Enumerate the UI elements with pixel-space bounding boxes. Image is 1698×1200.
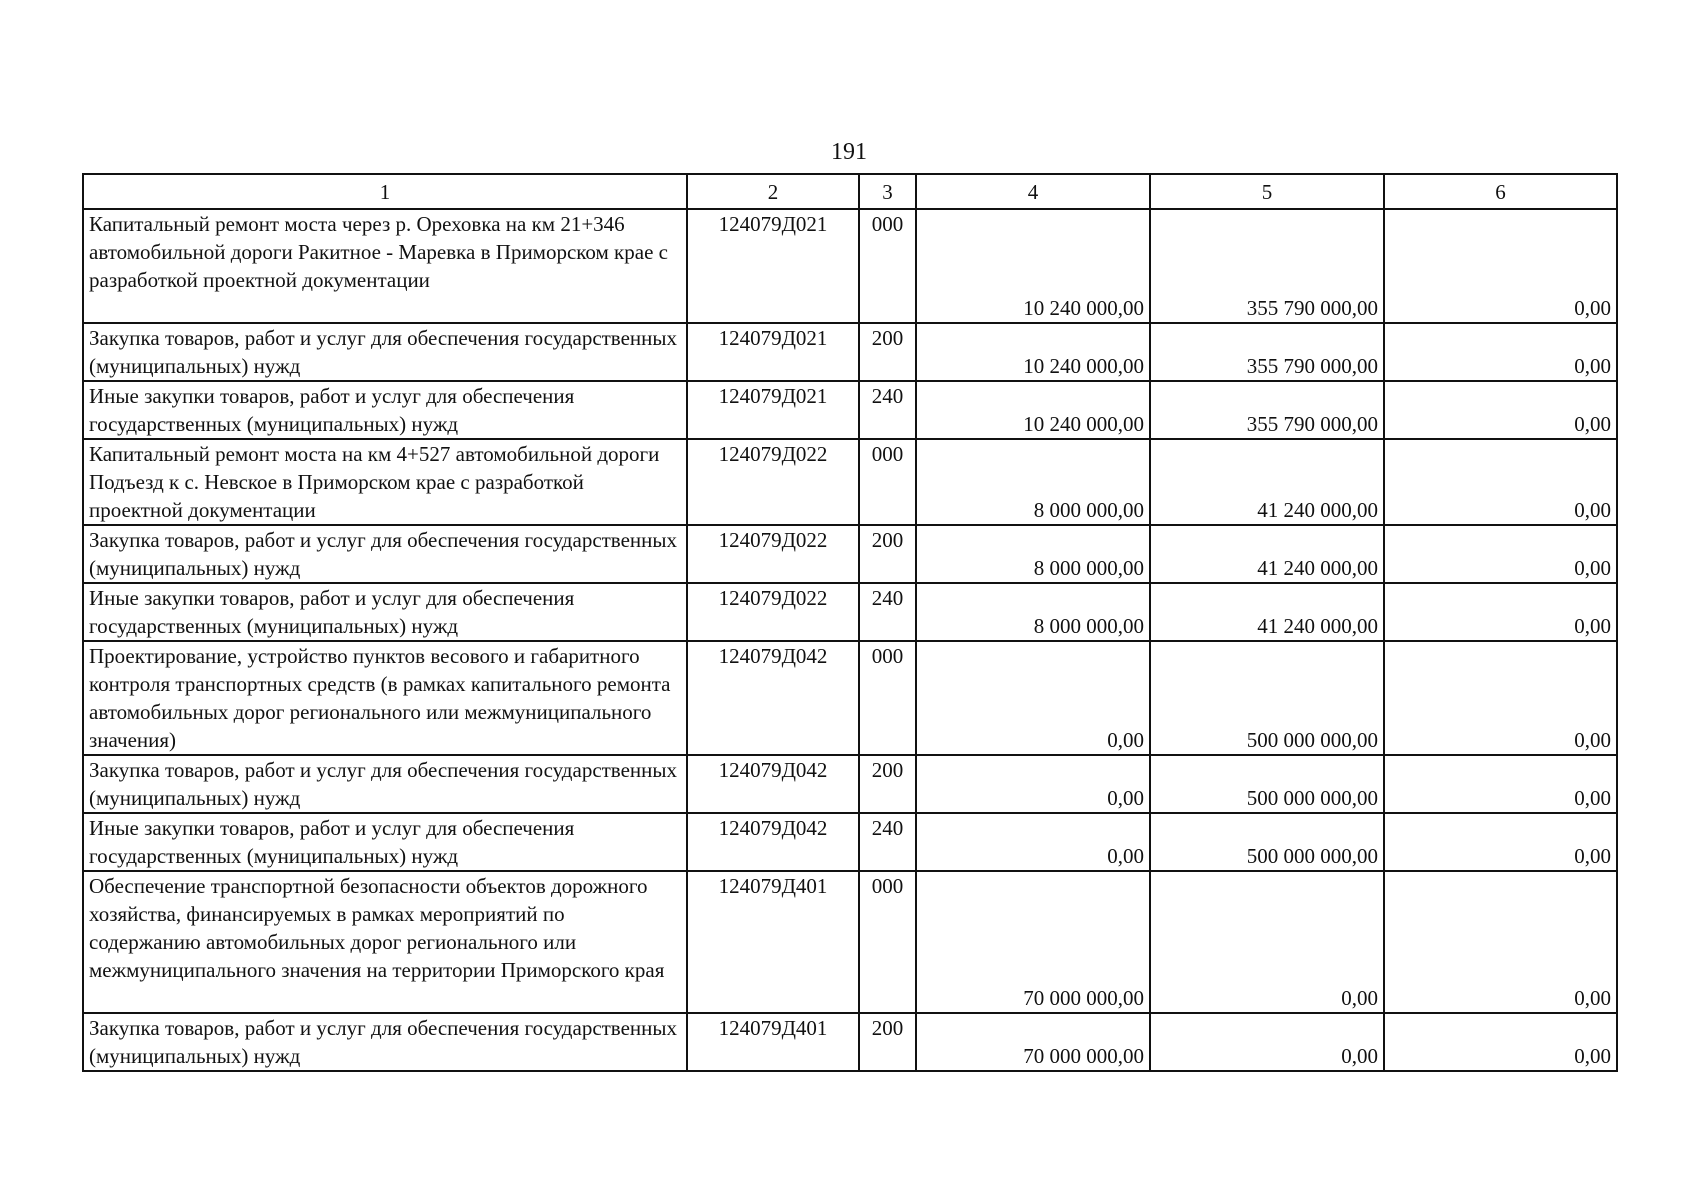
expense-name-cell: Иные закупки товаров, работ и услуг для обеспечения государственных (муниципальных) нужд: [83, 381, 687, 439]
amount-column-4-cell: 10 240 000,00: [916, 323, 1150, 381]
expense-type-code-cell: 000: [859, 641, 916, 755]
table-row: [83, 755, 1617, 813]
amount-column-5-cell: 41 240 000,00: [1150, 525, 1384, 583]
amount-column-6-cell: 0,00: [1384, 1013, 1617, 1071]
amount-column-4-cell: 0,00: [916, 641, 1150, 755]
amount-column-4-cell: 70 000 000,00: [916, 1013, 1150, 1071]
amount-column-4-cell: 10 240 000,00: [916, 381, 1150, 439]
expense-type-code-cell: 000: [859, 209, 916, 323]
expense-name-cell: Закупка товаров, работ и услуг для обеспечения государственных (муниципальных) нужд: [83, 525, 687, 583]
target-article-code-cell: 124079Д022: [687, 525, 859, 583]
amount-column-6-cell: 0,00: [1384, 583, 1617, 641]
amount-column-4-cell: 0,00: [916, 813, 1150, 871]
target-article-code-cell: 124079Д022: [687, 439, 859, 525]
table-row: [83, 583, 1617, 641]
target-article-code-cell: 124079Д401: [687, 871, 859, 1013]
column-number-3: 3: [859, 174, 916, 209]
target-article-code-cell: 124079Д021: [687, 323, 859, 381]
column-number-5: 5: [1150, 174, 1384, 209]
amount-column-6-cell: 0,00: [1384, 323, 1617, 381]
expense-name-cell: Иные закупки товаров, работ и услуг для обеспечения государственных (муниципальных) нужд: [83, 583, 687, 641]
amount-column-6-cell: 0,00: [1384, 813, 1617, 871]
amount-column-5-cell: 355 790 000,00: [1150, 323, 1384, 381]
expense-type-code-cell: 200: [859, 525, 916, 583]
expense-name-cell: Капитальный ремонт моста через р. Ореховка на км 21+346 автомобильной дороги Ракитное - Маревка в Приморском крае с разработкой проектной документации: [83, 209, 687, 323]
column-number-4: 4: [916, 174, 1150, 209]
amount-column-5-cell: 355 790 000,00: [1150, 381, 1384, 439]
expense-type-code-cell: 200: [859, 323, 916, 381]
target-article-code-cell: 124079Д401: [687, 1013, 859, 1071]
table-row: [83, 323, 1617, 381]
amount-column-4-cell: 8 000 000,00: [916, 439, 1150, 525]
column-number-1: 1: [83, 174, 687, 209]
table-row: [83, 209, 1617, 323]
expense-name-cell: Иные закупки товаров, работ и услуг для обеспечения государственных (муниципальных) нужд: [83, 813, 687, 871]
table-row: [83, 439, 1617, 525]
amount-column-5-cell: 355 790 000,00: [1150, 209, 1384, 323]
expense-type-code-cell: 240: [859, 381, 916, 439]
expense-name-cell: Закупка товаров, работ и услуг для обеспечения государственных (муниципальных) нужд: [83, 323, 687, 381]
expense-name-cell: Закупка товаров, работ и услуг для обеспечения государственных (муниципальных) нужд: [83, 755, 687, 813]
amount-column-6-cell: 0,00: [1384, 525, 1617, 583]
target-article-code-cell: 124079Д042: [687, 641, 859, 755]
amount-column-5-cell: 500 000 000,00: [1150, 813, 1384, 871]
expense-name-cell: Обеспечение транспортной безопасности объектов дорожного хозяйства, финансируемых в рамках мероприятий по содержанию автомобильных дорог регионального или межмуниципального значения на территории Приморского края: [83, 871, 687, 1013]
expense-type-code-cell: 200: [859, 755, 916, 813]
amount-column-5-cell: 0,00: [1150, 871, 1384, 1013]
expense-type-code-cell: 240: [859, 583, 916, 641]
amount-column-5-cell: 500 000 000,00: [1150, 755, 1384, 813]
amount-column-5-cell: 500 000 000,00: [1150, 641, 1384, 755]
target-article-code-cell: 124079Д021: [687, 209, 859, 323]
table-row: [83, 381, 1617, 439]
amount-column-4-cell: 8 000 000,00: [916, 583, 1150, 641]
amount-column-6-cell: 0,00: [1384, 381, 1617, 439]
amount-column-5-cell: 0,00: [1150, 1013, 1384, 1071]
page-number: 191: [831, 139, 867, 165]
expense-type-code-cell: 000: [859, 871, 916, 1013]
budget-table: [82, 173, 1618, 1072]
target-article-code-cell: 124079Д042: [687, 813, 859, 871]
table-row: [83, 871, 1617, 1013]
expense-name-cell: Проектирование, устройство пунктов весового и габаритного контроля транспортных средств (в рамках капитального ремонта автомобильных дорог регионального или межмуниципального значения): [83, 641, 687, 755]
amount-column-6-cell: 0,00: [1384, 755, 1617, 813]
expense-name-cell: Капитальный ремонт моста на км 4+527 автомобильной дороги Подъезд к с. Невское в Приморском крае с разработкой проектной документации: [83, 439, 687, 525]
amount-column-6-cell: 0,00: [1384, 641, 1617, 755]
amount-column-4-cell: 70 000 000,00: [916, 871, 1150, 1013]
amount-column-5-cell: 41 240 000,00: [1150, 439, 1384, 525]
table-row: [83, 813, 1617, 871]
table-header-row: [83, 174, 1617, 209]
table-row: [83, 1013, 1617, 1071]
amount-column-6-cell: 0,00: [1384, 209, 1617, 323]
expense-type-code-cell: 200: [859, 1013, 916, 1071]
amount-column-4-cell: 0,00: [916, 755, 1150, 813]
expense-name-cell: Закупка товаров, работ и услуг для обеспечения государственных (муниципальных) нужд: [83, 1013, 687, 1071]
target-article-code-cell: 124079Д042: [687, 755, 859, 813]
column-number-2: 2: [687, 174, 859, 209]
amount-column-4-cell: 8 000 000,00: [916, 525, 1150, 583]
amount-column-4-cell: 10 240 000,00: [916, 209, 1150, 323]
amount-column-6-cell: 0,00: [1384, 871, 1617, 1013]
table-row: [83, 641, 1617, 755]
table-row: [83, 525, 1617, 583]
target-article-code-cell: 124079Д021: [687, 381, 859, 439]
target-article-code-cell: 124079Д022: [687, 583, 859, 641]
expense-type-code-cell: 240: [859, 813, 916, 871]
expense-type-code-cell: 000: [859, 439, 916, 525]
amount-column-6-cell: 0,00: [1384, 439, 1617, 525]
amount-column-5-cell: 41 240 000,00: [1150, 583, 1384, 641]
column-number-6: 6: [1384, 174, 1617, 209]
